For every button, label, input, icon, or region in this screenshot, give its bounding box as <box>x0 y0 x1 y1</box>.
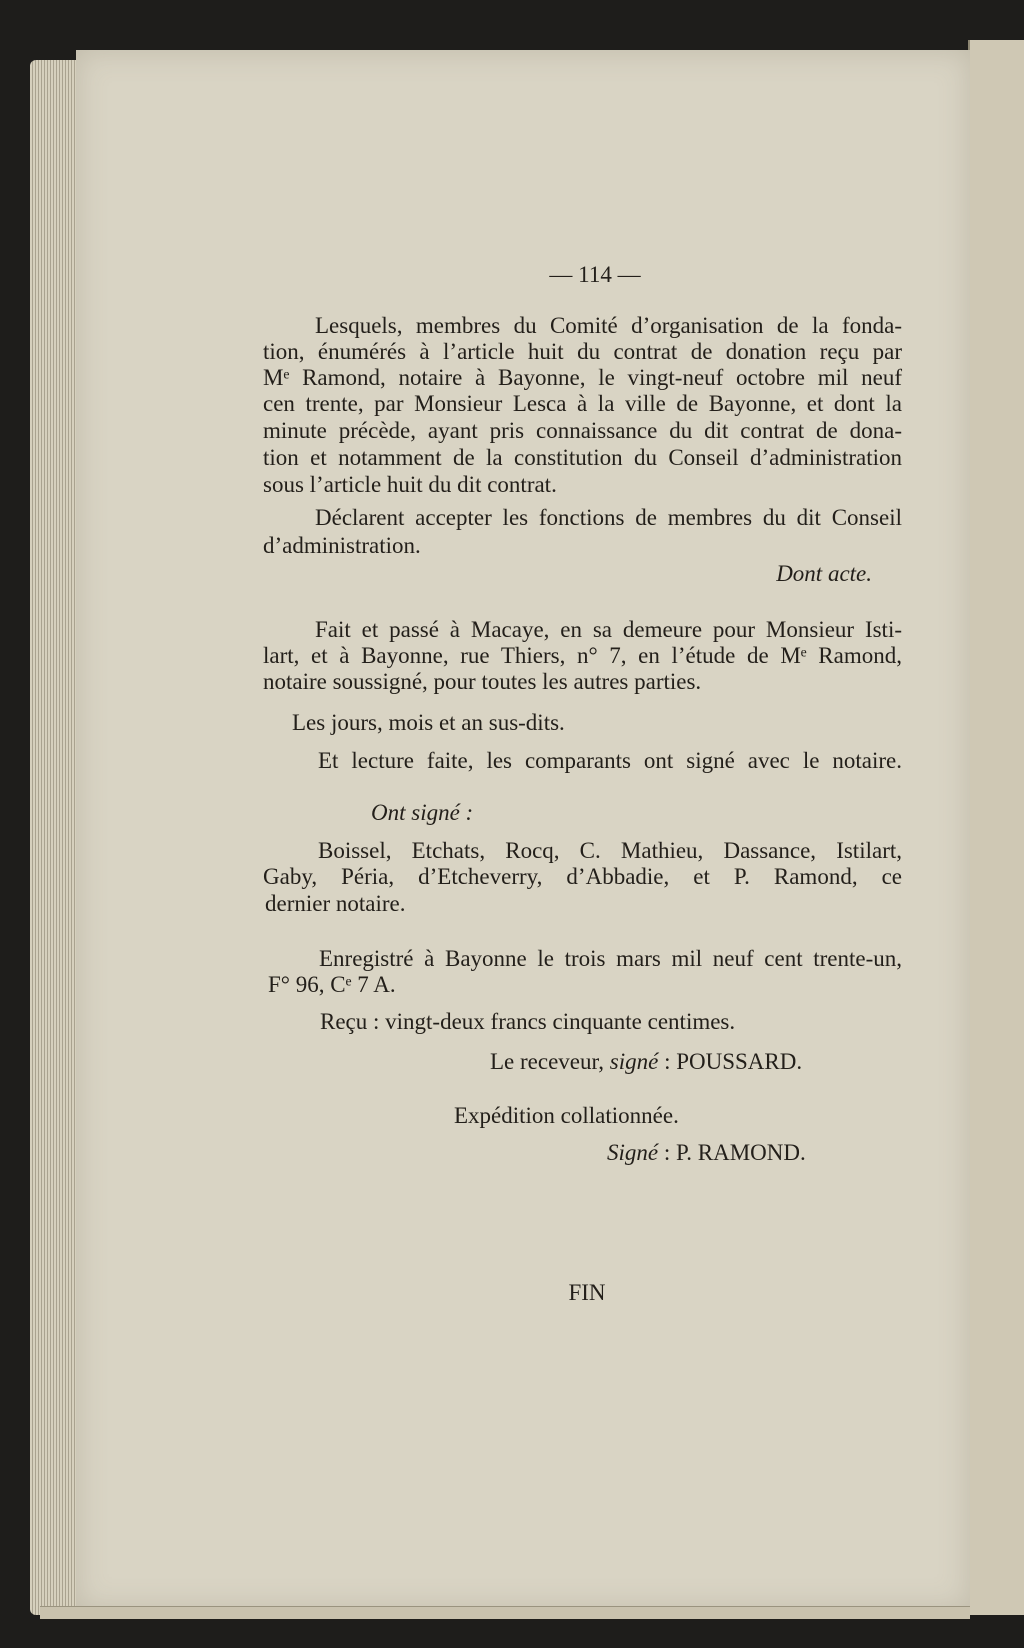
text-line: Reçu : vingt-deux francs cinquante centimes. <box>320 1009 736 1034</box>
receveur-name: : POUSSARD. <box>664 1049 803 1074</box>
text-line: Déclarent accepter les fonctions de membres du dit Conseil <box>315 505 902 530</box>
text-line: Et lecture faite, les comparants ont signé avec le notaire. <box>318 748 902 773</box>
text-line: Mᵉ Ramond, notaire à Bayonne, le vingt-neuf octobre mil neuf <box>263 365 902 390</box>
expedition: Expédition collationnée. <box>454 1103 679 1128</box>
text-line: lart, et à Bayonne, rue Thiers, n° 7, en l’étude de Mᵉ Ramond, <box>263 643 902 668</box>
text-line: Fait et passé à Macaye, en sa demeure pour Monsieur Isti- <box>315 617 902 642</box>
dont-acte: Dont acte. <box>776 561 872 586</box>
text-line: Les jours, mois et an sus-dits. <box>292 710 565 735</box>
text-line: dernier notaire. <box>265 891 406 916</box>
text-line: tion, énumérés à l’article huit du contrat de donation reçu par <box>263 339 902 364</box>
text-line: F° 96, Cᵉ 7 A. <box>268 972 396 997</box>
text-line: Gaby, Péria, d’Etcheverry, d’Abbadie, et P. Ramond, ce <box>263 864 902 889</box>
signe-label: Signé <box>607 1140 659 1165</box>
text-line: sous l’article huit du dit contrat. <box>263 472 557 497</box>
fin: FIN <box>568 1280 606 1305</box>
text-line: cen trente, par Monsieur Lesca à la ville de Bayonne, et dont la <box>263 391 902 416</box>
text-line: Lesquels, membres du Comité d’organisation de la fonda- <box>315 313 902 338</box>
receveur-label: Le receveur, <box>490 1049 604 1074</box>
ont-signe: Ont signé : <box>371 800 474 825</box>
signe-name: : P. RAMOND. <box>663 1140 806 1165</box>
text-line: Enregistré à Bayonne le trois mars mil neuf cent trente-un, <box>319 946 902 971</box>
page-bottom-edge <box>40 1606 970 1619</box>
text-line: notaire soussigné, pour toutes les autres parties. <box>263 669 702 694</box>
page-number: — 114 — <box>549 262 641 287</box>
text-line: d’administration. <box>263 533 421 558</box>
page-stack-edge <box>30 60 82 1615</box>
text-line: tion et notamment de la constitution du Conseil d’administration <box>263 445 902 470</box>
signature-line <box>607 1140 806 1166</box>
receveur-line <box>490 1049 802 1075</box>
text-line: minute précède, ayant pris connaissance du dit contrat de dona- <box>263 418 902 443</box>
receveur-signe: signé <box>609 1049 659 1074</box>
text-line: Boissel, Etchats, Rocq, C. Mathieu, Dassance, Istilart, <box>318 838 902 863</box>
